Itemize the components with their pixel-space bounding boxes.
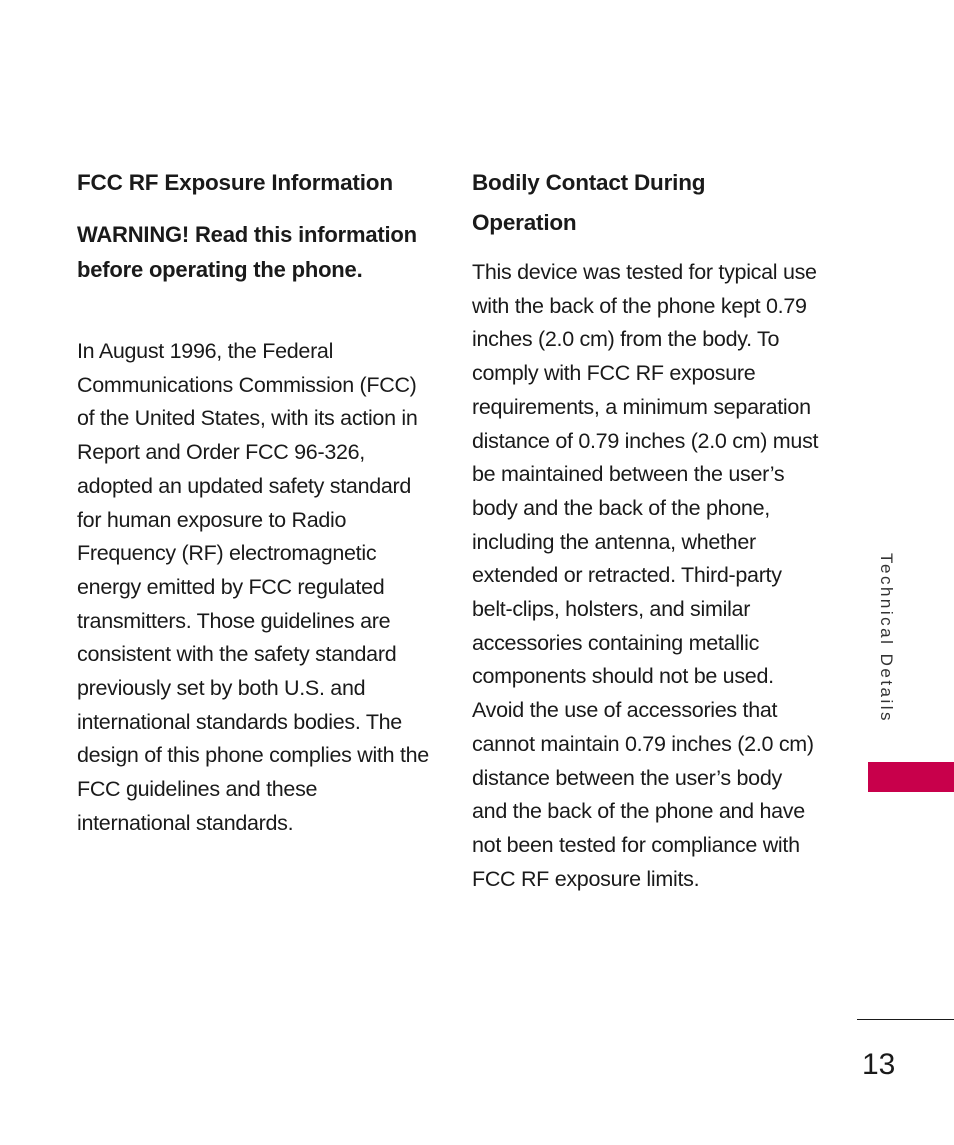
section-side-label: Technical Details — [877, 553, 896, 724]
section-tab-marker — [868, 762, 954, 792]
page-number: 13 — [862, 1048, 896, 1081]
section-heading-fcc-rf-exposure: FCC RF Exposure Information — [77, 170, 393, 195]
footer-divider — [857, 1019, 954, 1020]
warning-text: WARNING! Read this information before operating the phone. — [77, 222, 417, 282]
fcc-info-paragraph: In August 1996, the Federal Communications Commission (FCC) of the United States, with its action in Report and Order FCC 96-326, adopted an updated safety standard for human exposure to Radio Frequency (RF) electromagnetic energy emitted by FCC regulated transmitters. Those guidelines are consistent with the safety standard previously set by both U.S. and international standards bodies. The design of this phone complies with the FCC guidelines and these international standards. — [77, 339, 429, 835]
bodily-contact-paragraph: This device was tested for typical use with the back of the phone kept 0.79 inches (2.0 cm) from the body. To comply with FCC RF exposure requirements, a minimum separation distance of 0.79 inches (2.0 cm) must be maintained between the user’s body and the back of the phone, including the antenna, whether extended or retracted. Third-party belt-clips, holsters, and similar accessories containing metallic components should not be used. Avoid the use of accessories that cannot maintain 0.79 inches (2.0 cm) distance between the user’s body and the back of the phone and have not been tested for compliance with FCC RF exposure limits. — [472, 260, 819, 891]
section-heading-bodily-contact: Bodily Contact During Operation — [472, 170, 706, 235]
